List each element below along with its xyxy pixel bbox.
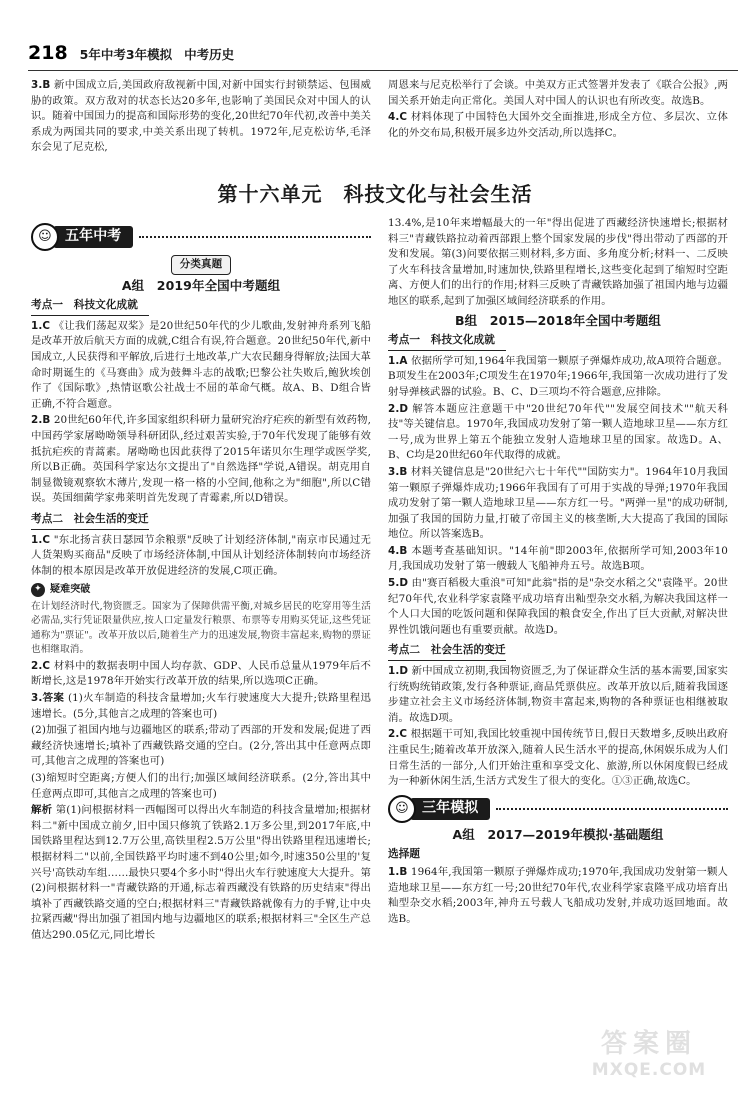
answer-paragraph: 3.B 新中国成立后,美国政府敌视新中国,对新中国实行封锁禁运、包围威胁的政策。双方敌对的状态长达20多年,也影响了美国民众对中国人的认识。随着中国国力的提高和国际形势的变化,20世纪70年代初,改善中美关系成为两国共同的要求,中美关系出现了转机。1972年,尼克松访华,毛泽东会见了尼克松, [31,79,372,154]
header-divider [28,70,738,71]
group-title: B组 2015—2018年全国中考题组 [454,312,661,328]
tip-text: 在计划经济时代,物资匮乏。国家为了保障供需平衡,对城乡居民的吃穿用等生活必需品,实行凭证限量供应,按人口定量发行粮票、布票等专用购买凭证,这些凭证通称为"票证"。改革开放以后,随着生产力的迅速发展,物资丰富起来,购物的票证也相继取消。 [31,600,371,656]
tip-header [31,582,371,598]
watermark [564,1023,734,1093]
answer-item: 3.B 材料关键信息是"20世纪六七十年代""国防实力"。1964年10月我国第一颗原子弹爆炸成功;1966年我国有了可用于实战的导弹;1970年我国成功发射了第一颗人造地球卫星——东方红一号。"两弹一星"的成功研制,加强了我国的国防力量,打破了帝国主义的核垄断,大大提高了我国的国际地位。所以答案选B。 [388,465,728,541]
answer-paragraph: 4.C 材料体现了中国特色大国外交全面推进,形成全方位、多层次、立体化的外交布局,积极开展多边外交活动,所以选择C。 [388,111,728,139]
answer-item: 2.C 材料中的数据表明中国人均存款、GDP、人民币总量从1979年后不断增长,这是1978年开始实行改革开放的结果,所以选项C正确。 [31,659,372,688]
answer-paragraph: 周恩来与尼克松举行了会谈。中美双方正式签署并发表了《联合公报》,两国关系开始走向正常化。美国人对中国人的认识也有所改变。故选B。 [388,79,728,107]
top-right-column [388,78,728,142]
tip-label: 疑难突破 [50,584,91,596]
choice-title: 选择题 [388,848,421,861]
kp-title: 考点二 社会生活的变迁 [31,512,149,530]
answer-item: 3.答案 (1)火车制造的科技含量增加;火车行驶速度大大提升;铁路里程迅速增长。(5分,其他言之成理的答案也可) [31,692,372,720]
watermark-url: MXQE.COM [591,1060,707,1080]
dotted-divider [496,808,728,810]
three-year-badge [388,795,728,823]
answer-item: 1.A 依据所学可知,1964年我国第一颗原子弹爆炸成功,故A项符合题意。B项发生在2003年;C项发生在1970年;1966年,我国第一次成功进行了发射导弹核武器的试验。B、C、D三项均不符合题意,应排除。 [388,354,728,398]
page-header [28,42,728,68]
group-title: A组 2019年全国中考题组 [121,277,281,293]
top-left-column [31,78,371,157]
right-column [388,216,728,928]
answer-paragraph: 13.4%,是10年来增幅最大的一年"得出促进了西藏经济快速增长;根据材料三"青藏铁路拉动着西部跟上整个国家发展的步伐"得出带动了西部的开发和发展。第(3)问要依据三则材料,多方面、多角度分析;材料一、二反映了火车科技含量增加,时速加快,铁路里程增长,这些变化起到了缩短时空距离、方便人们的出行的作用;材料三反映了青藏铁路加强了祖国内地与边疆地区的联系,起到了加强区域间经济联系的作用。 [388,217,728,307]
five-year-label: 五年中考 [53,226,133,248]
answer-item: 1.C "东北扬言获日瑟园节余粮票"反映了计划经济体制,"南京市民通过无人货架购买商品"反映了市场经济体制,中国从计划经济体制转向市场经济体制的根本原因是改革开放促进经济的发展,C项正确。 [31,533,371,577]
answer-item: 5.D 由"赛百稻极大重浪"可知"此翁"指的是"杂交水稻之父"袁隆平。20世纪70年代,农业科学家袁隆平成功培育出籼型杂交水稻,为解决我国这样一个人口大国的吃饭问题和保障我国的粮食安全,作出了巨大贡献,对解决世界性饥饿问题也有重要贡献。故选D。 [388,577,728,636]
five-year-badge [31,223,371,251]
answer-item: (2)加强了祖国内地与边疆地区的联系;带动了西部的开发和发展;促进了西藏经济快速增长;填补了西藏铁路交通的空白。(2分,答出其中任意两点即可,其他言之成理的答案也可) [31,724,371,768]
mascot-icon: ☺ [388,795,416,823]
mascot-icon: ☺ [31,223,59,251]
lightbulb-icon: ✦ [31,583,45,597]
answer-item: 2.B 20世纪60年代,许多国家组织科研力量研究治疗疟疾的新型有效药物,中国药学家屠呦呦领导科研团队,经过艰苦实验,于70年代发现了能够有效抵抗疟疾的青蒿素。屠呦呦也因此获得了2015年诺贝尔生理学或医学奖,所以B正确。英国科学家达尔文提出了"自然选择"学说,A错误。胡克用自制显微镜观察软木薄片,发现一格一格的小空间,他称之为"细胞",所以C错误。英国细菌学家弗莱明首先发现了青霉素,所以D错误。 [31,414,371,505]
answer-item: 解析 第(1)问根据材料一西幅图可以得出火车制造的科技含量增加;根据材料二"新中国成立前夕,旧中国只修筑了铁路2.1万多公里,到2017年底,中国铁路里程达到12.7万公里,高铁里程2.5万公里"得出铁路里程迅速增长;根据材料二"以前,全国铁路平均时速不到40公里;如今,时速350公里的'复兴号'高铁动车组……最快只要4个多小时"得出火车行驶速度大大提升。第(2)问根据材料一"青藏铁路的开通,标志着西藏没有铁路的历史结束"得出填补了西藏铁路交通的空白;根据材料三"青藏铁路就像有力的手臂,让中央拉紧西藏"得出加强了祖国内地与边疆地区的联系;根据材料三"全区生产总值达290.05亿元,同比增长 [31,804,372,941]
subject-label: 中考历史 [184,47,235,62]
kp-title: 考点一 科技文化成就 [31,298,149,316]
answer-item: 1.B 1964年,我国第一颗原子弹爆炸成功;1970年,我国成功发射第一颗人造地球卫星——东方红一号;20世纪70年代,农业科学家袁隆平成功培育出籼型杂交水稻;2003年,神舟五号载人飞船成功发射,并成功返回地面。故选B。 [388,865,728,925]
group-title: A组 2017—2019年模拟·基础题组 [452,826,664,842]
kp-title: 考点二 社会生活的变迁 [388,643,506,661]
book-title: 5年中考3年模拟 [79,47,173,62]
answer-item: 2.D 解答本题应注意题干中"20世纪70年代""发展空间技术""航天科技"等关键信息。1970年,我国成功发射了第一颗人造地球卫星——东方红一号,成为世界上第五个能独立发射人造地球卫星的国家。故选D。A、B、C均是20世纪60年代取得的成就。 [388,402,728,462]
three-year-label: 三年模拟 [410,798,490,820]
answer-item: 2.C 根据题干可知,我国比较重视中国传统节日,假日天数增多,反映出政府注重民生;随着改革开放深入,随着人民生活水平的提高,休闲娱乐成为人们日常生活的一部分,人们开始注重和享受文化、旅游,所以休闲度假已经成为一种新休闲生活,生活方式发生了很大的变化。①③正确,故选C。 [388,728,728,788]
dotted-divider [139,236,371,238]
watermark-text: 答案圈 [600,1029,697,1059]
kp-title: 考点一 科技文化成就 [388,333,506,351]
page-number: 218 [28,42,68,64]
category-tag: 分类真题 [171,255,231,275]
unit-title: 第十六单元 科技文化与社会生活 [217,182,533,206]
answer-item: (3)缩短时空距离;方便人们的出行;加强区域间经济联系。(2分,答出其中任意两点即可,其他言之成理的答案也可) [31,772,371,800]
answer-item: 1.C 《让我们荡起双桨》是20世纪50年代的少儿歌曲,发射神舟系列飞船是改革开放后航天方面的成就,C组合有误,符合题意。20世纪50年代,新中国成立,人民获得和平解放,后进行土地改革,广大农民翻身得解放;法国大革命时期诞生的《马赛曲》成为鼓舞斗志的战歌;巴黎公社失败后,鲍狄埃创作了《国际歌》,热情讴歌公社战士不屈的革命气概。故A、B、D组合皆正确,不符合题意。 [31,319,371,410]
left-column [31,223,371,945]
answer-item: 1.D 新中国成立初期,我国物资匮乏,为了保证群众生活的基本需要,国家实行统购统销政策,发行各种票证,商品凭票供应。改革开放以后,随着我国逐步建立社会主义市场经济体制,物资丰富起来,购物的各种票证也相继被取消。故选D项。 [388,665,728,724]
answer-item: 4.B 本题考查基础知识。"14年前"即2003年,依据所学可知,2003年10月,我国成功发射了第一艘载人飞船神舟五号。故选B项。 [388,544,729,573]
